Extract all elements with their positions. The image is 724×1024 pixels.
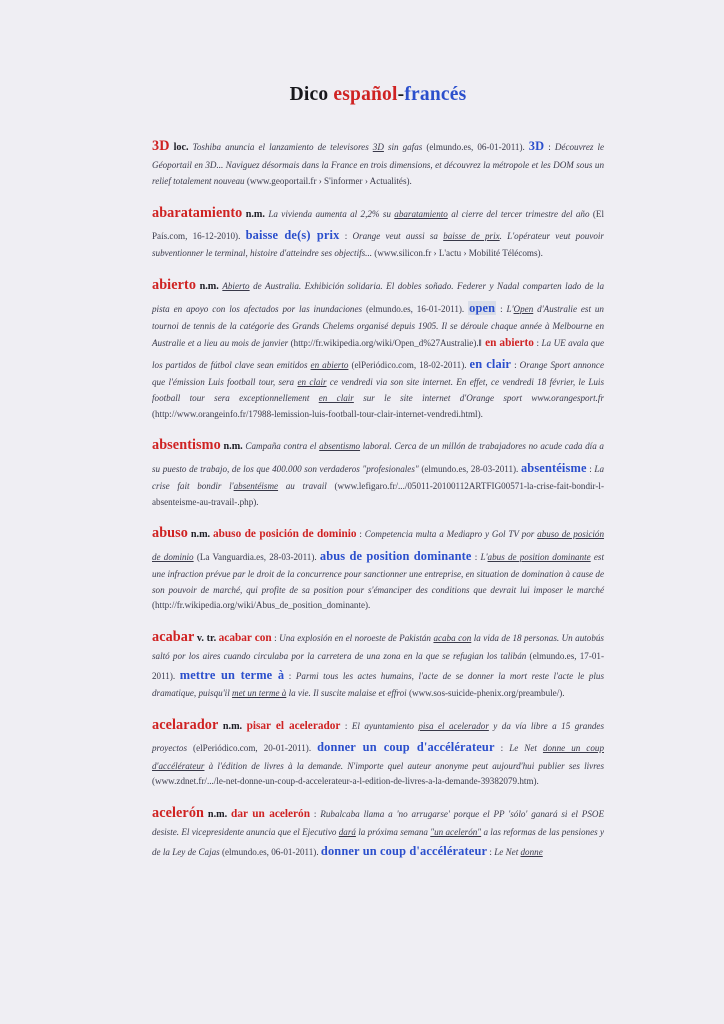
fr-equivalent-term: absentéisme	[520, 460, 587, 475]
fr-example-post: est une infraction prévue par le droit de la concurrence pour sanctionner une entreprise, en situation de domination à cause de son pouvoir de marché, qui profite de sa position pour s'émanciper des conditions que devrait lui imposer le marché	[152, 551, 604, 595]
fr-colon: :	[487, 846, 495, 857]
entry-grammar-label: n.m.	[207, 808, 228, 820]
es-source-citation: (elPeriódico.com, 20-01-2011).	[193, 743, 312, 754]
fr-source-citation: (http://fr.wikipedia.org/wiki/Abus_de_position_dominante).	[152, 600, 371, 611]
sub-es-colon: :	[340, 720, 352, 731]
sub-fr-example-post: sur le site internet d'Orange sport www.orangesport.fr	[353, 392, 604, 403]
sub-fr-colon: :	[511, 359, 520, 370]
fr-example-term: met un terme à	[232, 688, 287, 699]
es-sublocution-term: abuso de posición de dominio	[212, 528, 357, 541]
es-sublocution-term: pisar el acelerador	[246, 719, 341, 732]
es-sublocution-term: en abierto	[485, 337, 534, 350]
entry-headword: 3D	[152, 138, 170, 154]
sub-es-colon: :	[310, 808, 321, 819]
es-source-citation: (elmundo.es, 16-01-2011).	[365, 303, 465, 314]
fr-example-term: baisse de prix	[443, 231, 500, 242]
sub-es-colon: :	[271, 632, 280, 643]
es-example-pre: Competencia multa a Mediapro y Gol TV por	[364, 529, 538, 540]
fr-equivalent-term: mettre un terme à	[179, 667, 285, 682]
sub-es-colon: :	[356, 529, 365, 540]
page-title	[152, 84, 604, 106]
entry-grammar-label: n.m.	[245, 208, 265, 220]
fr-equivalent-term: baisse de(s) prix	[245, 228, 340, 243]
title-dico: Dico	[289, 84, 334, 105]
fr-equivalent-term: 3D	[528, 139, 545, 153]
fr-example-pre: L'	[480, 551, 488, 562]
fr-colon: :	[494, 743, 510, 754]
entry-headword: acelarador	[152, 716, 219, 733]
fr-colon: :	[586, 463, 595, 474]
entry-grammar-label: n.m.	[223, 441, 243, 453]
entry-headword: acelerón	[152, 804, 205, 821]
es-example-pre: Toshiba anuncia el lanzamiento de televisores	[188, 142, 373, 152]
fr-example-pre: Le Net	[509, 743, 543, 754]
fr-example-term: Open	[513, 303, 534, 314]
es-example-term: acaba con	[433, 632, 472, 643]
fr-example: Découvrez le Géoportail en 3D... Naviguez désormais dans la France en trois dimensions, et découvrez la métropole et les DOM sous un relief totalement nouveau	[152, 142, 605, 187]
fr-equivalent-term: open	[469, 300, 496, 315]
entry-headword: abierto	[152, 277, 197, 294]
entry-separator: ‖	[478, 338, 483, 349]
entry-grammar-label: n.m.	[199, 281, 219, 293]
fr-source-citation: (www.lefigaro.fr/.../05011-20100112ARTFIG00571-la-crise-fait-bondir-l-absenteisme-au-travail-.php).	[152, 480, 604, 507]
es-source-citation: (La Vanguardia.es, 28-03-2011).	[196, 551, 317, 562]
sub-es-colon: :	[533, 338, 542, 349]
sub-fr-equivalent-term: en clair	[469, 356, 512, 371]
fr-colon: :	[284, 670, 296, 681]
fr-colon: :	[339, 231, 353, 242]
entry-headword: absentismo	[152, 437, 221, 454]
fr-example-post: d'Australie est un tournoi de tennis de la catégorie des Grands Chelems organisé depuis 1905. Il se déroule chaque année à Melbourne en Australie et a lieu au mois de janvier	[152, 303, 604, 349]
fr-equivalent-term: donner un coup d'accélérateur	[317, 740, 495, 755]
entry-headword: acabar	[152, 628, 195, 645]
fr-colon: :	[496, 303, 507, 314]
fr-equivalent-term: abus de position dominante	[319, 548, 472, 563]
fr-colon: :	[544, 142, 555, 152]
es-example-pre: Rubalcaba llama a 'no arrugarse' porque el PP 'sólo' ganará si el PSOE desiste. El vicepresidente anuncia que el Ejecutivo	[152, 808, 604, 838]
fr-example-pre: L'	[506, 303, 514, 314]
es-source-citation: (El País.com, 16-12-2010).	[152, 208, 604, 242]
entry-grammar-label: n.m.	[190, 529, 211, 541]
sub-fr-source-citation: (http://www.orangeinfo.fr/17988-lemission-luis-football-tour-clair-internet-vendredi.html).	[152, 408, 483, 419]
es-example-term: dará	[338, 827, 356, 838]
es-example-term: abaratamiento	[394, 208, 448, 219]
entry-headword: abuso	[152, 525, 188, 542]
dictionary-entry	[152, 521, 604, 614]
es-example-pre: Campaña contra el	[242, 441, 320, 452]
dictionary-entry	[152, 625, 604, 702]
entry-grammar-label: loc.	[173, 142, 189, 153]
entry-headword: abaratamiento	[152, 204, 243, 221]
es-example-pre: El ayuntamiento	[351, 720, 419, 731]
fr-example-post: au travail	[278, 480, 335, 491]
entry-grammar-label: n.m.	[222, 720, 243, 732]
es-example-post: a las reformas de las pensiones y de la Ley de Cajas	[152, 827, 604, 857]
entry-grammar-label: v. tr.	[196, 632, 217, 644]
sub-fr-example-mid: ce vendredi via son site internet. En effet, ce vendredi 18 février, le Luis football tour sera exceptionnellement	[152, 377, 604, 403]
es-example-post: sin gafas	[383, 142, 427, 152]
fr-colon: :	[471, 551, 481, 562]
es-example-post: al cierre del tercer trimestre del año	[447, 208, 593, 219]
fr-source-citation: (http://fr.wikipedia.org/wiki/Open_d%27Australie).	[290, 338, 479, 349]
sub-fr-example-term-1: en clair	[297, 377, 327, 388]
dictionary-entry	[152, 273, 604, 422]
title-dash: -	[397, 84, 405, 105]
fr-source-citation: (www.silicon.fr › L'actu › Mobilité Télécoms).	[374, 248, 543, 259]
es-example-term: pisa el acelerador	[418, 720, 489, 731]
es-example-term: 3D	[372, 142, 384, 152]
fr-example-term: donne un coup d'accélérateur	[152, 743, 604, 771]
es-example-post: de Australia. Exhibición solidaria. El dobles soñado. Federer y Nadal comparten lado de la pista en apoyo con los afectados por las inundaciones	[152, 281, 605, 314]
dictionary-entry	[152, 433, 604, 510]
es-example-post: la vida de 18 personas. Un autobús saltó por los aires cuando circulaba por la carretera de una zona en la que se refugian los talibán	[152, 632, 604, 662]
fr-equivalent-term: donner un coup d'accélérateur	[320, 843, 488, 858]
fr-example-term: donne	[520, 846, 543, 857]
sub-fr-example-term-2: en clair	[318, 392, 354, 403]
es-example-pre: Una explosión en el noroeste de Pakistán	[279, 632, 434, 643]
es-source-citation: (elmundo.es, 06-01-2011).	[221, 846, 319, 857]
fr-example-post: la vie. Il suscite malaise et effroi	[286, 688, 409, 699]
title-espanol: español	[333, 84, 398, 105]
fr-source-citation: (www.geoportail.fr › S'informer › Actualités).	[246, 176, 412, 187]
es-example-mid: la próxima semana	[355, 827, 431, 838]
sub-es-example-pre: La UE avala que los partidos de fútbol clave sean emitidos	[152, 338, 605, 370]
fr-example-term: absentéisme	[233, 480, 279, 491]
dictionary-entry	[152, 134, 604, 190]
es-example-pre: La vivienda aumenta al 2,2% su	[264, 208, 395, 219]
es-example-term: absentismo	[319, 441, 361, 452]
fr-source-citation: (www.zdnet.fr/.../le-net-donne-un-coup-d-accelerateur-a-l-edition-de-livres-a-la-demande-39382079.htm).	[152, 776, 539, 787]
es-source-citation: (elmundo.es, 17-01-2011).	[152, 651, 604, 681]
fr-source-citation: (www.sos-suicide-phenix.org/preambule/).	[408, 688, 565, 699]
es-example-term-2: "un acelerón"	[430, 827, 482, 838]
es-sublocution-term: acabar con	[218, 631, 272, 644]
fr-example-pre: La crise fait bondir l'	[152, 463, 604, 491]
sub-fr-example-pre: Orange Sport annonce que l'émission Luis football tour, sera	[152, 359, 604, 388]
es-example-post: laboral. Cerca de un millón de trabajadores no acude cada día a su puesto de trabajo, de los que 400.000 son verdaderos "profesionales"	[152, 441, 604, 474]
es-sublocution-term: dar un acelerón	[231, 807, 310, 820]
fr-example-pre: Le Net	[494, 846, 521, 857]
fr-example-pre: Orange veut aussi sa	[352, 231, 444, 242]
title-frances: francés	[404, 84, 467, 105]
document-content	[152, 84, 604, 862]
dictionary-entry	[152, 801, 604, 862]
sub-es-source-citation: (elPeriódico.com, 18-02-2011).	[351, 359, 467, 370]
es-example-term: abuso de posición de dominio	[152, 529, 605, 562]
fr-example-term: abus de position dominante	[487, 551, 591, 562]
dictionary-entry	[152, 201, 604, 262]
sub-es-example-term: en abierto	[310, 359, 349, 370]
fr-example-pre: Parmi tous les actes humains, l'acte de se donner la mort reste l'acte le plus dramatique, puisqu'il	[152, 670, 604, 699]
es-example-post: y da vía libre a 15 grandes proyectos	[152, 720, 605, 754]
dictionary-entry	[152, 713, 604, 790]
es-source-citation: (elmundo.es, 06-01-2011).	[426, 142, 525, 152]
fr-example-post: . L'opérateur veut pouvoir subventionner le terminal, histoire d'atteindre ses objectifs...	[152, 231, 604, 259]
fr-example-post: à l'édition de livres à la demande. N'importe quel auteur anonyme peut aujourd'hui publier ses livres	[204, 760, 604, 771]
es-example-term: Abierto	[222, 281, 250, 292]
es-source-citation: (elmundo.es, 28-03-2011).	[421, 463, 519, 474]
